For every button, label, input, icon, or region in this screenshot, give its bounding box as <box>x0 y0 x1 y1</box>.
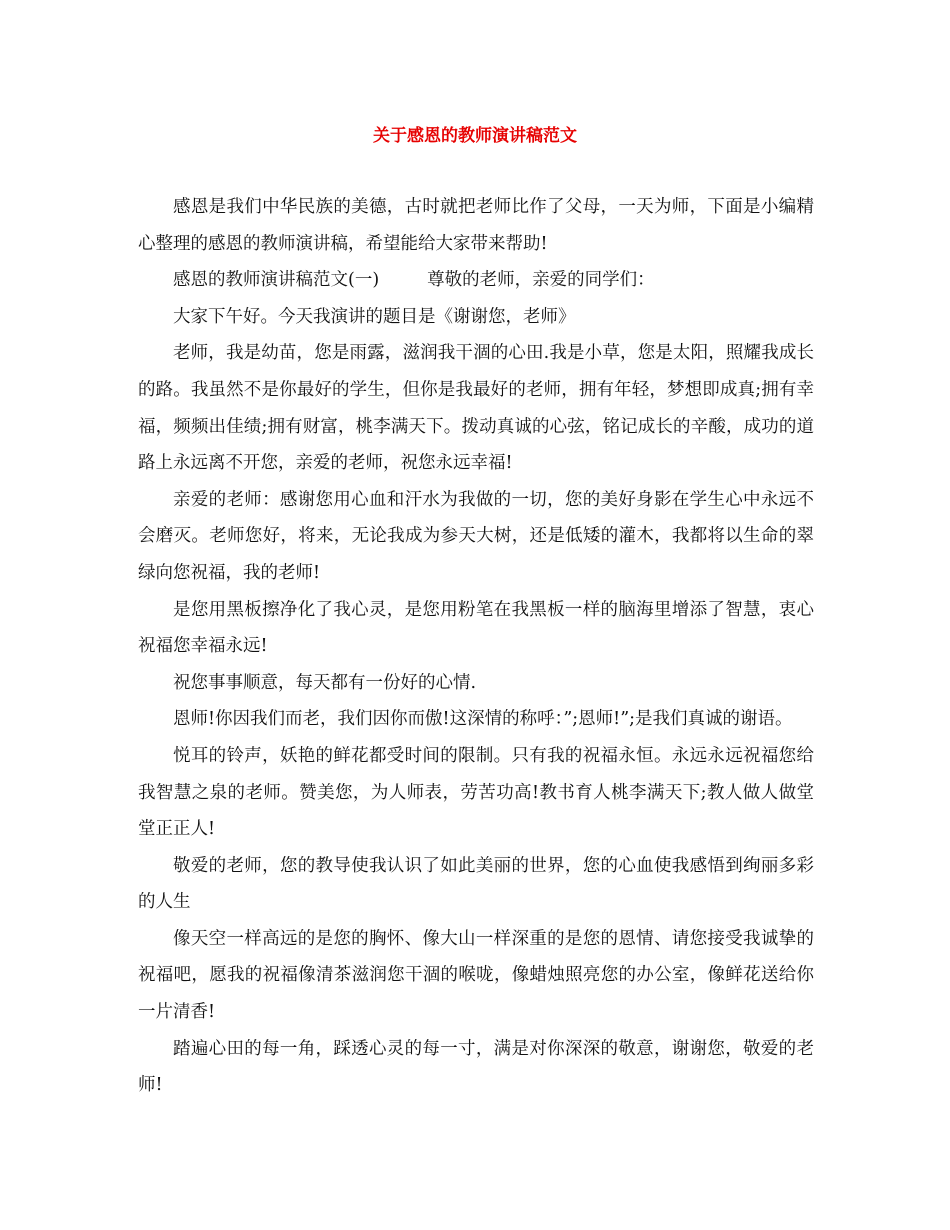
document-body <box>138 189 814 1104</box>
body-paragraph: 亲爱的老师：感谢您用心血和汗水为我做的一切，您的美好身影在学生心中永远不会磨灭。老师您好，将来，无论我成为参天大树，还是低矮的灌木，我都将以生命的翠绿向您祝福，我的老师! <box>138 489 814 583</box>
document-title: 关于感恩的教师演讲稿范文 <box>373 126 577 146</box>
body-paragraph: 像天空一样高远的是您的胸怀、像大山一样深重的是您的恩情、请您接受我诚挚的祝福吧，愿我的祝福像清茶滋润您干涸的喉咙，像蜡烛照亮您的办公室，像鲜花送给你一片清香! <box>138 928 814 1023</box>
body-paragraph: 恩师!你因我们而老，我们因你而傲!这深情的称呼：”;恩师!”;是我们真诚的谢语。 <box>173 709 793 730</box>
body-paragraph: 敬爱的老师，您的教导使我认识了如此美丽的世界，您的心血使我感悟到绚丽多彩的人生 <box>138 855 814 913</box>
body-paragraph: 祝您事事顺意，每天都有一份好的心情. <box>173 672 477 693</box>
greeting-text: 尊敬的老师，亲爱的同学们： <box>427 270 655 291</box>
intro-paragraph: 感恩是我们中华民族的美德，古时就把老师比作了父母，一天为师，下面是小编精心整理的感恩的教师演讲稿，希望能给大家带来帮助! <box>138 197 814 254</box>
section-label: 感恩的教师演讲稿范文(一) <box>173 270 380 291</box>
body-paragraph: 踏遍心田的每一角，踩透心灵的每一寸，满是对你深深的敬意，谢谢您，敬爱的老师! <box>138 1038 814 1096</box>
body-paragraph: 大家下午好。今天我演讲的题目是《谢谢您，老师》 <box>173 306 576 327</box>
body-paragraph: 悦耳的铃声，妖艳的鲜花都受时间的限制。只有我的祝福永恒。永远永远祝福您给我智慧之泉的老师。赞美您，为人师表，劳苦功高!教书育人桃李满天下;教人做人做堂堂正正人! <box>138 745 814 840</box>
body-paragraph: 老师，我是幼苗，您是雨露，滋润我干涸的心田.我是小草，您是太阳，照耀我成长的路。我虽然不是你最好的学生，但你是我最好的老师，拥有年轻，梦想即成真;拥有幸福，频频出佳绩;拥有财富，桃李满天下。拨动真诚的心弦，铭记成长的辛酸，成功的道路上永远离不开您，亲爱的老师，祝您永远幸福! <box>138 343 814 474</box>
body-paragraph: 是您用黑板擦净化了我心灵，是您用粉笔在我黑板一样的脑海里增添了智慧，衷心祝福您幸福永远! <box>138 599 814 657</box>
section-heading-line <box>138 262 814 299</box>
